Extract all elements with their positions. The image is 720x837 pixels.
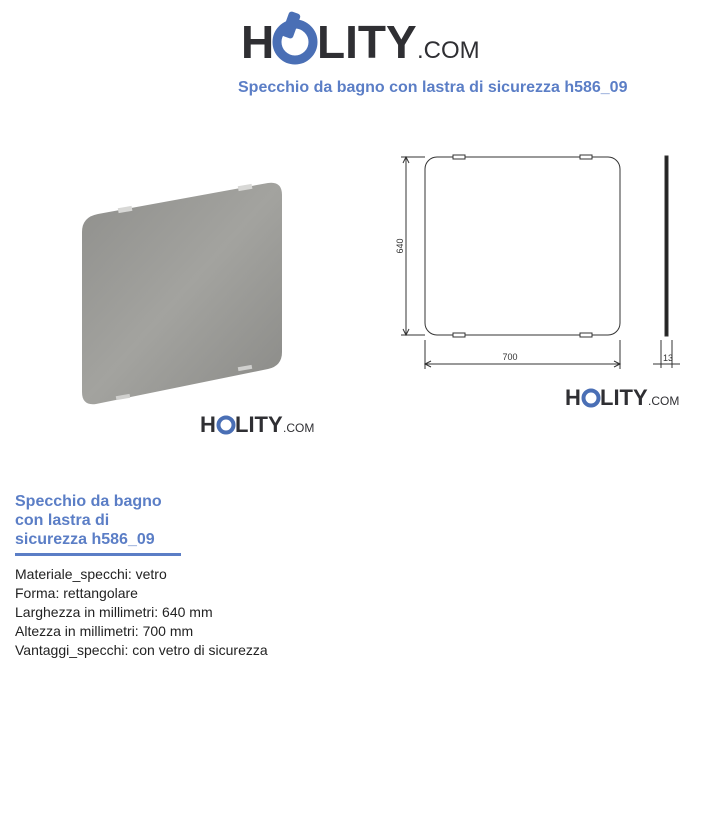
spec-list xyxy=(15,565,268,660)
svg-text:LITY: LITY xyxy=(235,412,283,437)
spec-item: Vantaggi_specchi: con vetro di sicurezza xyxy=(15,642,268,658)
page-title: Specchio da bagno con lastra di sicurezza h586_09 xyxy=(238,79,628,96)
mirror-panel xyxy=(82,183,282,405)
holity-logo-small xyxy=(565,383,685,411)
logo-suffix: .COM xyxy=(417,37,480,64)
dimension-depth: 13 xyxy=(662,353,674,363)
spec-item: Materiale_specchi: vetro xyxy=(15,566,167,582)
product-title: Specchio da bagno con lastra di sicurezza h586_09 xyxy=(15,493,162,548)
spec-item: Forma: rettangolare xyxy=(15,585,138,601)
svg-text:LITY: LITY xyxy=(600,385,648,410)
svg-text:H: H xyxy=(565,385,581,410)
svg-text:H: H xyxy=(200,412,216,437)
technical-drawing xyxy=(385,140,695,380)
drawing-side-view xyxy=(665,156,668,336)
logo-o-icon xyxy=(277,11,313,60)
dimension-width: 700 xyxy=(502,352,518,362)
dimension-height: 640 xyxy=(395,238,405,254)
svg-text:.COM: .COM xyxy=(283,421,315,435)
drawing-front-outline xyxy=(425,157,620,335)
logo-word-lity: LITY xyxy=(317,16,417,68)
title-underline xyxy=(15,553,181,556)
spec-item: Altezza in millimetri: 700 mm xyxy=(15,623,194,639)
holity-logo[interactable] xyxy=(241,10,481,68)
product-photo xyxy=(60,170,300,420)
logo-letter-h: H xyxy=(241,16,275,68)
svg-text:.COM: .COM xyxy=(648,394,680,408)
holity-logo-small xyxy=(200,410,320,438)
spec-item: Larghezza in millimetri: 640 mm xyxy=(15,604,213,620)
